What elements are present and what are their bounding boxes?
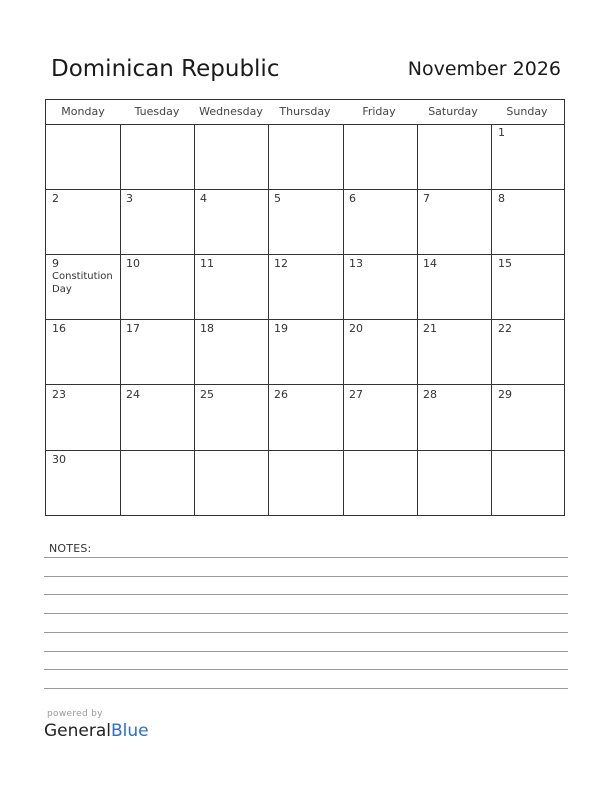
weekday-tuesday: Tuesday <box>134 105 180 118</box>
day-cell-number: 7 <box>423 192 430 205</box>
day-cell-number: 6 <box>349 192 356 205</box>
brand-logo-blue: Blue <box>111 721 149 741</box>
day-cell-number: 21 <box>423 322 437 335</box>
holiday-label: Constitution Day <box>52 271 113 295</box>
month-year-label: November 2026 <box>407 58 561 80</box>
grid-row-divider <box>46 189 564 190</box>
weekday-wednesday: Wednesday <box>199 105 263 118</box>
day-cell-number: 2 <box>52 192 59 205</box>
grid-column-divider <box>343 125 344 515</box>
day-cell-number: 3 <box>126 192 133 205</box>
day-cell-number: 12 <box>274 257 288 270</box>
notes-line <box>44 632 568 633</box>
day-cell-number: 13 <box>349 257 363 270</box>
grid-column-divider <box>491 125 492 515</box>
notes-line <box>44 651 568 652</box>
brand-logo-general: General <box>44 721 111 741</box>
day-cell-number: 24 <box>126 388 140 401</box>
day-cell-number: 5 <box>274 192 281 205</box>
day-cell-number: 11 <box>200 257 214 270</box>
day-cell-number: 14 <box>423 257 437 270</box>
day-cell-number: 17 <box>126 322 140 335</box>
day-cell-number: 30 <box>52 453 66 466</box>
weekday-monday: Monday <box>61 105 105 118</box>
notes-line <box>44 688 568 689</box>
notes-line <box>44 669 568 670</box>
day-cell-number: 19 <box>274 322 288 335</box>
day-cell-number: 9 <box>52 257 59 270</box>
notes-line <box>44 576 568 577</box>
grid-column-divider <box>268 125 269 515</box>
day-cell-number: 26 <box>274 388 288 401</box>
day-cell-number: 27 <box>349 388 363 401</box>
calendar-grid <box>45 99 565 516</box>
weekday-header-row <box>46 100 564 125</box>
grid-column-divider <box>194 125 195 515</box>
grid-column-divider <box>417 125 418 515</box>
weekday-sunday: Sunday <box>506 105 548 118</box>
notes-line <box>44 594 568 595</box>
notes-line <box>44 613 568 614</box>
day-cell-number: 16 <box>52 322 66 335</box>
notes-line <box>44 557 568 558</box>
page-title: Dominican Republic <box>51 56 280 82</box>
day-cell-number: 28 <box>423 388 437 401</box>
day-cell-number: 25 <box>200 388 214 401</box>
day-cell-number: 15 <box>498 257 512 270</box>
day-cell-number: 10 <box>126 257 140 270</box>
grid-row-divider <box>46 450 564 451</box>
weekday-friday: Friday <box>362 105 396 118</box>
day-cell-number: 1 <box>498 126 505 139</box>
day-cell-number: 8 <box>498 192 505 205</box>
day-cell-number: 4 <box>200 192 207 205</box>
day-cell-number: 22 <box>498 322 512 335</box>
powered-by-text: powered by <box>47 709 103 719</box>
notes-label: NOTES: <box>49 542 92 555</box>
grid-row-divider <box>46 319 564 320</box>
brand-logo <box>44 720 149 742</box>
weekday-thursday: Thursday <box>279 105 331 118</box>
weekday-saturday: Saturday <box>428 105 478 118</box>
day-cell-number: 18 <box>200 322 214 335</box>
day-cell-number: 29 <box>498 388 512 401</box>
grid-column-divider <box>120 125 121 515</box>
grid-row-divider <box>46 384 564 385</box>
day-cell-number: 23 <box>52 388 66 401</box>
grid-row-divider <box>46 254 564 255</box>
day-cell-number: 20 <box>349 322 363 335</box>
